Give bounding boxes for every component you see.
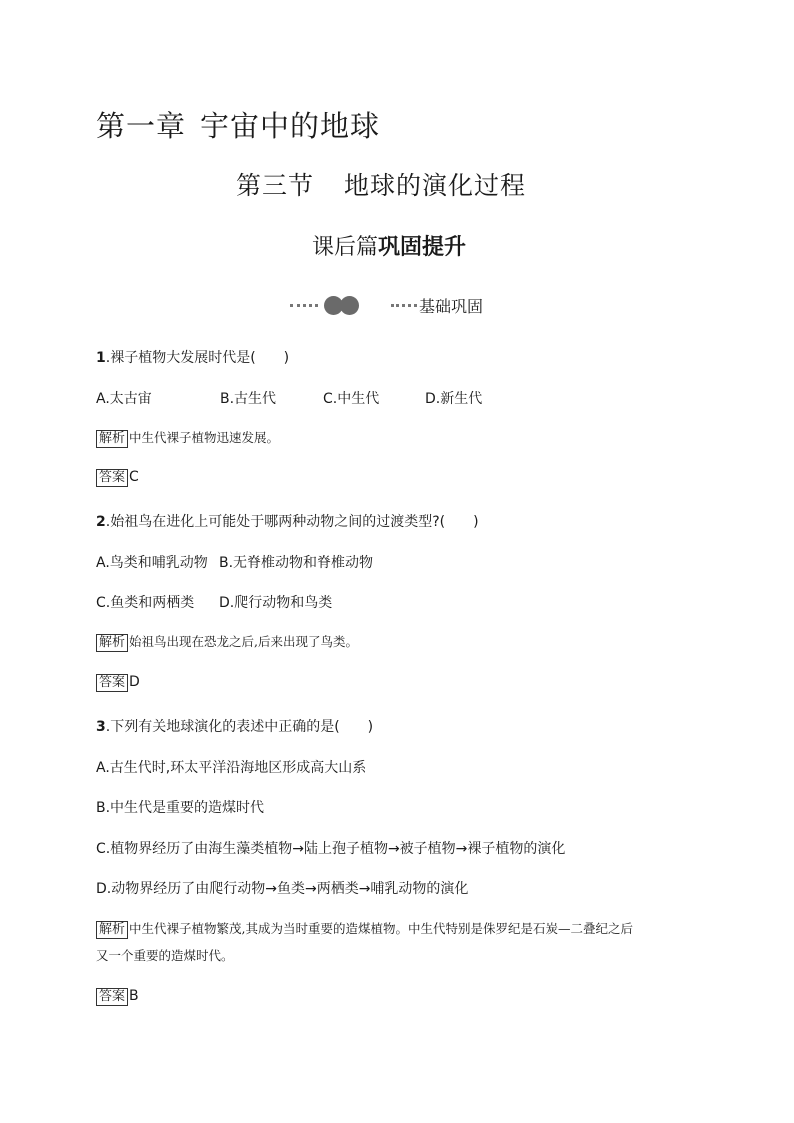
- q1-option-d: D.新生代: [425, 391, 483, 407]
- section-title: 地球的演化过程: [344, 171, 527, 200]
- analysis-text: 中生代裸子植物繁茂,其成为当时重要的造煤植物。中生代特别是侏罗纪是石炭—二叠纪之后: [129, 921, 633, 936]
- q2-option-d: D.爬行动物和鸟类: [219, 595, 333, 611]
- q3-option-b: B.中生代是重要的造煤时代: [96, 800, 265, 816]
- question-number: 2: [96, 514, 106, 530]
- question-2-stem: [96, 511, 479, 531]
- q2-answer: [96, 674, 140, 692]
- analysis-tag: 解析: [96, 430, 128, 448]
- q3-option-d: D.动物界经历了由爬行动物→鱼类→两栖类→哺乳动物的演化: [96, 881, 469, 897]
- analysis-tag: 解析: [96, 634, 128, 652]
- chapter-heading: [96, 104, 380, 145]
- analysis-text-cont: 又一个重要的造煤时代。: [96, 948, 234, 963]
- answer-text: D: [129, 674, 140, 690]
- answer-tag: 答案: [96, 988, 128, 1006]
- section-label: 第三节: [236, 171, 315, 200]
- q2-option-a: A.鸟类和哺乳动物: [96, 555, 208, 571]
- analysis-text: 中生代裸子植物迅速发展。: [129, 430, 280, 445]
- q1-option-b: B.古生代: [220, 391, 277, 407]
- question-3-stem: [96, 716, 373, 736]
- question-text: .裸子植物大发展时代是( ): [105, 350, 290, 366]
- section-heading: [236, 166, 526, 202]
- answer-tag: 答案: [96, 469, 128, 487]
- analysis-tag: 解析: [96, 921, 128, 939]
- q2-option-b: B.无脊椎动物和脊椎动物: [219, 555, 374, 571]
- q2-analysis: [96, 632, 358, 652]
- q1-option-c: C.中生代: [323, 391, 380, 407]
- banner-text: 基础巩固: [419, 296, 484, 316]
- q1-answer: [96, 469, 139, 487]
- chapter-label: 第一章: [96, 109, 187, 143]
- subtitle: [312, 230, 466, 261]
- subtitle-bold: 巩固提升: [378, 235, 467, 260]
- question-1-stem: [96, 347, 289, 367]
- chapter-title: 宇宙中的地球: [200, 109, 381, 143]
- question-text: .始祖鸟在进化上可能处于哪两种动物之间的过渡类型?( ): [105, 514, 479, 530]
- q3-analysis: [96, 919, 633, 939]
- question-text: .下列有关地球演化的表述中正确的是( ): [105, 719, 374, 735]
- section-banner: [290, 293, 483, 317]
- dotted-line-left: [290, 304, 318, 307]
- analysis-text: 始祖鸟出现在恐龙之后,后来出现了鸟类。: [129, 634, 358, 649]
- q3-answer: [96, 988, 139, 1006]
- subtitle-plain: 课后篇: [312, 235, 379, 260]
- q2-option-c: C.鱼类和两栖类: [96, 595, 195, 611]
- answer-text: B: [129, 988, 139, 1004]
- q1-option-a: A.太古宙: [96, 391, 152, 407]
- question-number: 3: [96, 719, 106, 735]
- q3-option-a: A.古生代时,环太平洋沿海地区形成高大山系: [96, 760, 367, 776]
- circle-icon: [340, 296, 359, 315]
- dotted-line-right: [391, 304, 417, 307]
- answer-text: C: [129, 469, 139, 485]
- q1-analysis: [96, 428, 279, 448]
- question-number: 1: [96, 350, 106, 366]
- q3-analysis-cont: [96, 946, 234, 964]
- answer-tag: 答案: [96, 674, 128, 692]
- q3-option-c: C.植物界经历了由海生藻类植物→陆上孢子植物→被子植物→裸子植物的演化: [96, 841, 566, 857]
